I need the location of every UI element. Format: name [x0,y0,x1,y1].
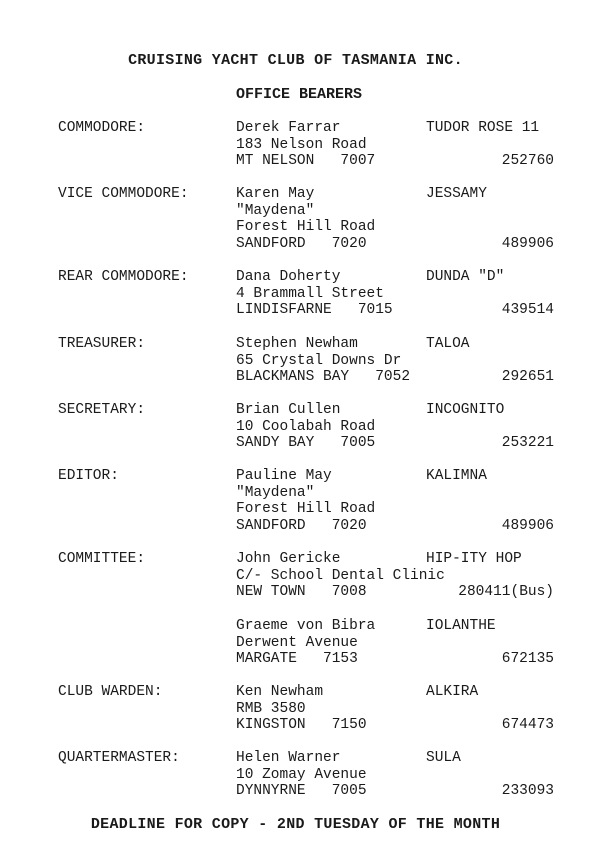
contact-address [236,120,375,170]
role-label: QUARTERMASTER: [58,750,180,766]
role-label: SECRETARY: [58,402,146,418]
address-line: RMB 3580 [236,700,306,717]
address-line: DYNNYRNE 7005 [236,783,367,800]
phone-number: 489906 [501,235,554,252]
phone-number: 253221 [501,435,554,452]
address-line: MT NELSON 7007 [236,153,376,170]
member-name: Karen May [236,186,315,202]
member-name: John Gericke [236,551,341,567]
address-line: SANDFORD 7020 [236,517,367,534]
contact-address [236,750,367,800]
role-label: VICE COMMODORE: [58,186,189,202]
yacht-name: TALOA [426,336,470,352]
role-label: COMMITTEE: [58,551,146,567]
address-line: SANDY BAY 7005 [236,435,376,452]
phone-number: 292651 [501,369,554,386]
member-name: Graeme von Bibra [236,618,376,634]
phone-number: 674473 [501,717,554,734]
yacht-name: ALKIRA [426,684,479,700]
contact-address [236,186,375,252]
contact-address [236,402,375,452]
phone-number: 439514 [501,302,554,319]
address-line: Derwent Avenue [236,634,358,651]
contact-address [236,618,375,668]
address-line: LINDISFARNE 7015 [236,302,393,319]
phone-number: 252760 [501,153,554,170]
address-line: SANDFORD 7020 [236,235,367,252]
contact-address [236,336,410,386]
address-line: 65 Crystal Downs Dr [236,352,402,369]
yacht-name: SULA [426,750,461,766]
page-title: CRUISING YACHT CLUB OF TASMANIA INC. [128,52,463,69]
contact-address [236,269,393,319]
yacht-name: IOLANTHE [426,618,496,634]
phone-number: 672135 [501,651,554,668]
member-name: Ken Newham [236,684,324,700]
address-line: MARGATE 7153 [236,651,358,668]
member-name: Helen Warner [236,750,341,766]
footer-note: DEADLINE FOR COPY - 2ND TUESDAY OF THE MONTH [90,816,501,833]
address-line: 4 Brammall Street [236,285,384,302]
address-line: 183 Nelson Road [236,136,367,153]
member-name: Derek Farrar [236,120,341,136]
address-line: NEW TOWN 7008 [236,584,367,601]
role-label: EDITOR: [58,468,119,484]
phone-number: 233093 [501,783,554,800]
contact-address [236,468,375,534]
yacht-name: JESSAMY [426,186,487,202]
yacht-name: DUNDA "D" [426,269,505,285]
member-name: Pauline May [236,468,332,484]
address-line: KINGSTON 7150 [236,717,367,734]
role-label: COMMODORE: [58,120,146,136]
member-name: Dana Doherty [236,269,341,285]
address-line: Forest Hill Road [236,501,376,518]
address-line: "Maydena" [236,484,315,501]
contact-address [236,684,367,734]
address-line: Forest Hill Road [236,219,376,236]
yacht-name: INCOGNITO [426,402,505,418]
member-name: Brian Cullen [236,402,341,418]
role-label: CLUB WARDEN: [58,684,163,700]
address-line: BLACKMANS BAY 7052 [236,369,411,386]
role-label: TREASURER: [58,336,146,352]
yacht-name: TUDOR ROSE 11 [426,120,540,136]
phone-number: 489906 [501,517,554,534]
yacht-name: KALIMNA [426,468,487,484]
address-line: 10 Zomay Avenue [236,766,367,783]
address-line: "Maydena" [236,202,315,219]
address-line: 10 Coolabah Road [236,418,376,435]
member-name: Stephen Newham [236,336,358,352]
role-label: REAR COMMODORE: [58,269,189,285]
section-title: OFFICE BEARERS [236,86,363,103]
address-line: C/- School Dental Clinic [236,567,445,584]
contact-address [236,551,445,601]
phone-number: 280411(Bus) [458,584,554,601]
yacht-name: HIP-ITY HOP [426,551,522,567]
